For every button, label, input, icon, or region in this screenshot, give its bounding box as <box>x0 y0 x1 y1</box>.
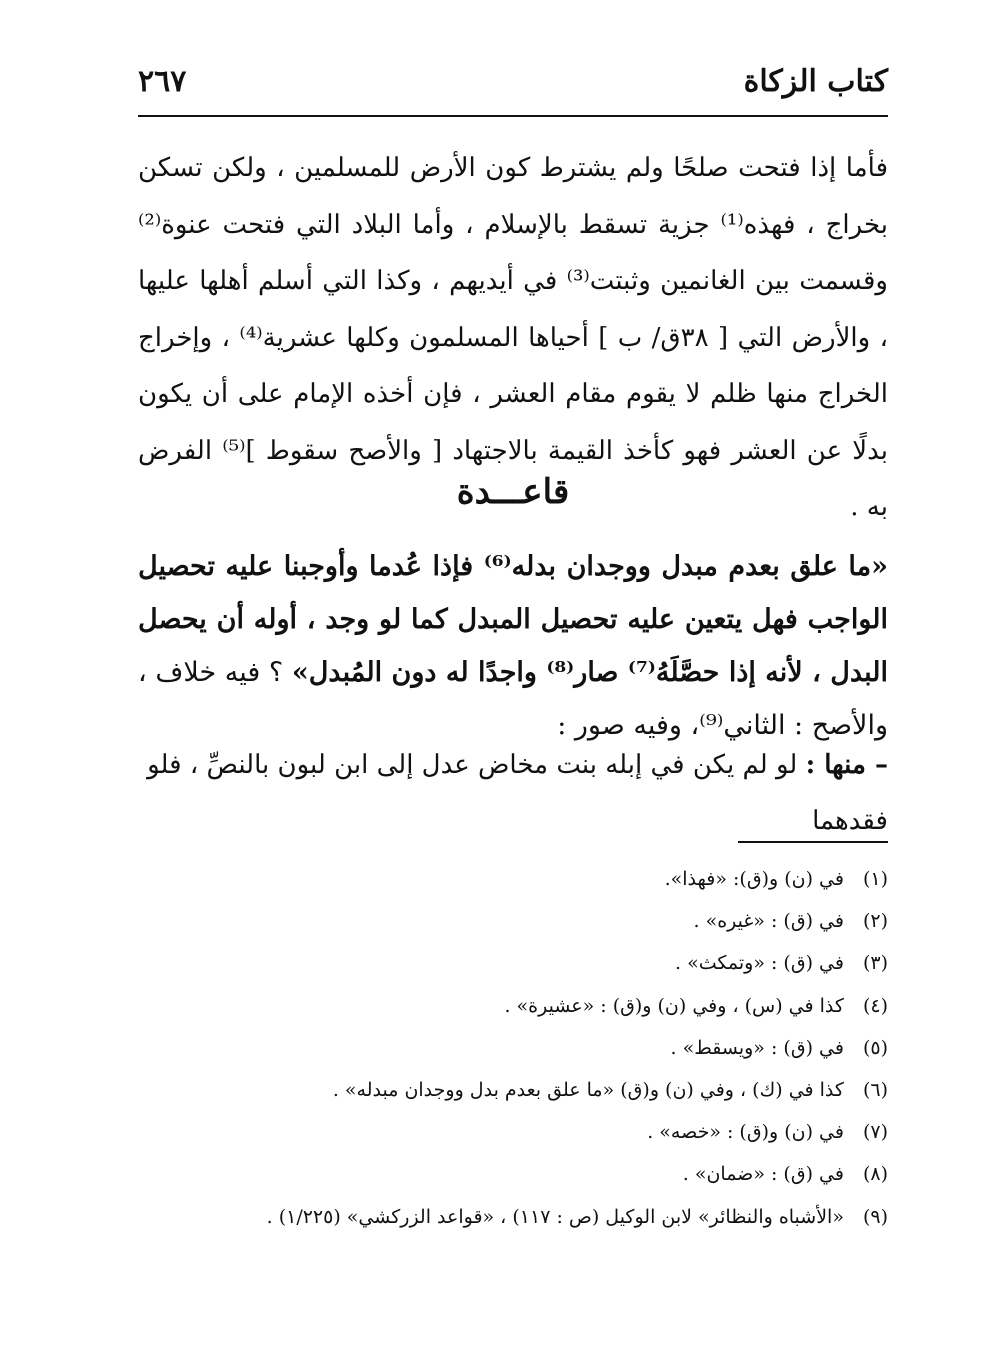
rule-paragraph <box>138 540 888 752</box>
footnote-number: (٢) <box>862 910 888 933</box>
footnote-number: (٨) <box>862 1163 888 1186</box>
paragraph-text: فأما إذا فتحت صلحًا ولم يشترط كون الأرض للمسلمين ، ولكن تسكن بخراج ، فهذه⁽¹⁾ جزية تسقط بالإسلام ، وأما البلاد التي فتحت عنوة⁽²⁾ وقسمت بين الغانمين وثبتت⁽³⁾ في أيديهم ، وكذا التي أسلم أهلها عليها ، والأرض التي [ ٣٨ق/ ب ] أحياها المسلمون وكلها عشرية⁽⁴⁾ ، وإخراج الخراج منها ظلم لا يقوم مقام العشر ، فإن أخذه الإمام على أن يكون بدلًا عن العشر فهو كأخذ القيمة بالاجتهاد [ والأصح سقوط ]⁽⁵⁾ الفرض به . <box>138 153 889 522</box>
footnote-text: كذا في (س) ، وفي (ن) و(ق) : «عشيرة» . <box>504 994 844 1017</box>
footnote-text: في (ن) و(ق) : «خصه» . <box>647 1121 844 1144</box>
footnote-text: كذا في (ك) ، وفي (ن) و(ق) «ما علق بعدم بدل ووجدان مبدله» . <box>332 1079 844 1102</box>
book-title: كتاب الزكاة <box>743 64 888 99</box>
page-number: ٢٦٧ <box>138 64 187 99</box>
footnote-number: (١) <box>862 868 888 890</box>
footnote-item <box>138 942 888 984</box>
example-lead: – منها : <box>805 750 888 780</box>
footnote-item <box>138 1196 888 1238</box>
section-heading: قاعـــدة <box>456 472 570 512</box>
footnote-item <box>138 1069 888 1111</box>
footnote-number: (٥) <box>862 1036 888 1059</box>
footnote-item <box>138 1111 888 1153</box>
page-header <box>138 60 888 110</box>
footnote-text: في (ق) : «وتمكث» . <box>675 952 844 975</box>
footnotes-list <box>138 858 888 1238</box>
rule-statement: «ما علق بعدم مبدل ووجدان بدله⁽⁶⁾ فإذا عُدما وأوجبنا عليه تحصيل الواجب فهل يتعين عليه تحصيل المبدل كما لو وجد ، أوله أن يحصل البدل ، لأنه إذا حصَّلَهُ⁽⁷⁾ صار⁽⁸⁾ واجدًا له دون المُبدل» <box>138 551 888 688</box>
example-paragraph <box>138 737 888 849</box>
footnote-number: (٦) <box>862 1079 888 1102</box>
header-divider <box>138 115 888 117</box>
footnote-item <box>138 1027 888 1069</box>
footnote-text: في (ق) : «ويسقط» . <box>670 1036 844 1059</box>
footnote-text: «الأشباه والنظائر» لابن الوكيل (ص : ١١٧) ، «قواعد الزركشي» (١/٢٢٥) . <box>266 1205 844 1228</box>
footnote-item <box>138 985 888 1027</box>
example-text: لو لم يكن في إبله بنت مخاض عدل إلى ابن لبون بالنصِّ ، فلو فقدهما <box>147 750 888 836</box>
footnote-number: (٤) <box>862 994 888 1017</box>
footnote-text: في (ق) : «ضمان» . <box>682 1163 844 1186</box>
rule-commentary: ؟ فيه خلاف ، والأصح : الثاني⁽⁹⁾، وفيه صور : <box>138 657 888 741</box>
footnote-number: (٧) <box>862 1121 888 1144</box>
footnote-item <box>138 900 888 942</box>
footnote-item <box>138 858 888 900</box>
footnote-text: في (ق) : «غيره» . <box>693 910 844 933</box>
footnote-number: (٩) <box>862 1205 888 1228</box>
footnote-number: (٣) <box>862 952 888 975</box>
footnote-text: في (ن) و(ق): «فهذا». <box>664 868 844 890</box>
footnote-item <box>138 1153 888 1195</box>
footnote-divider <box>738 841 888 843</box>
